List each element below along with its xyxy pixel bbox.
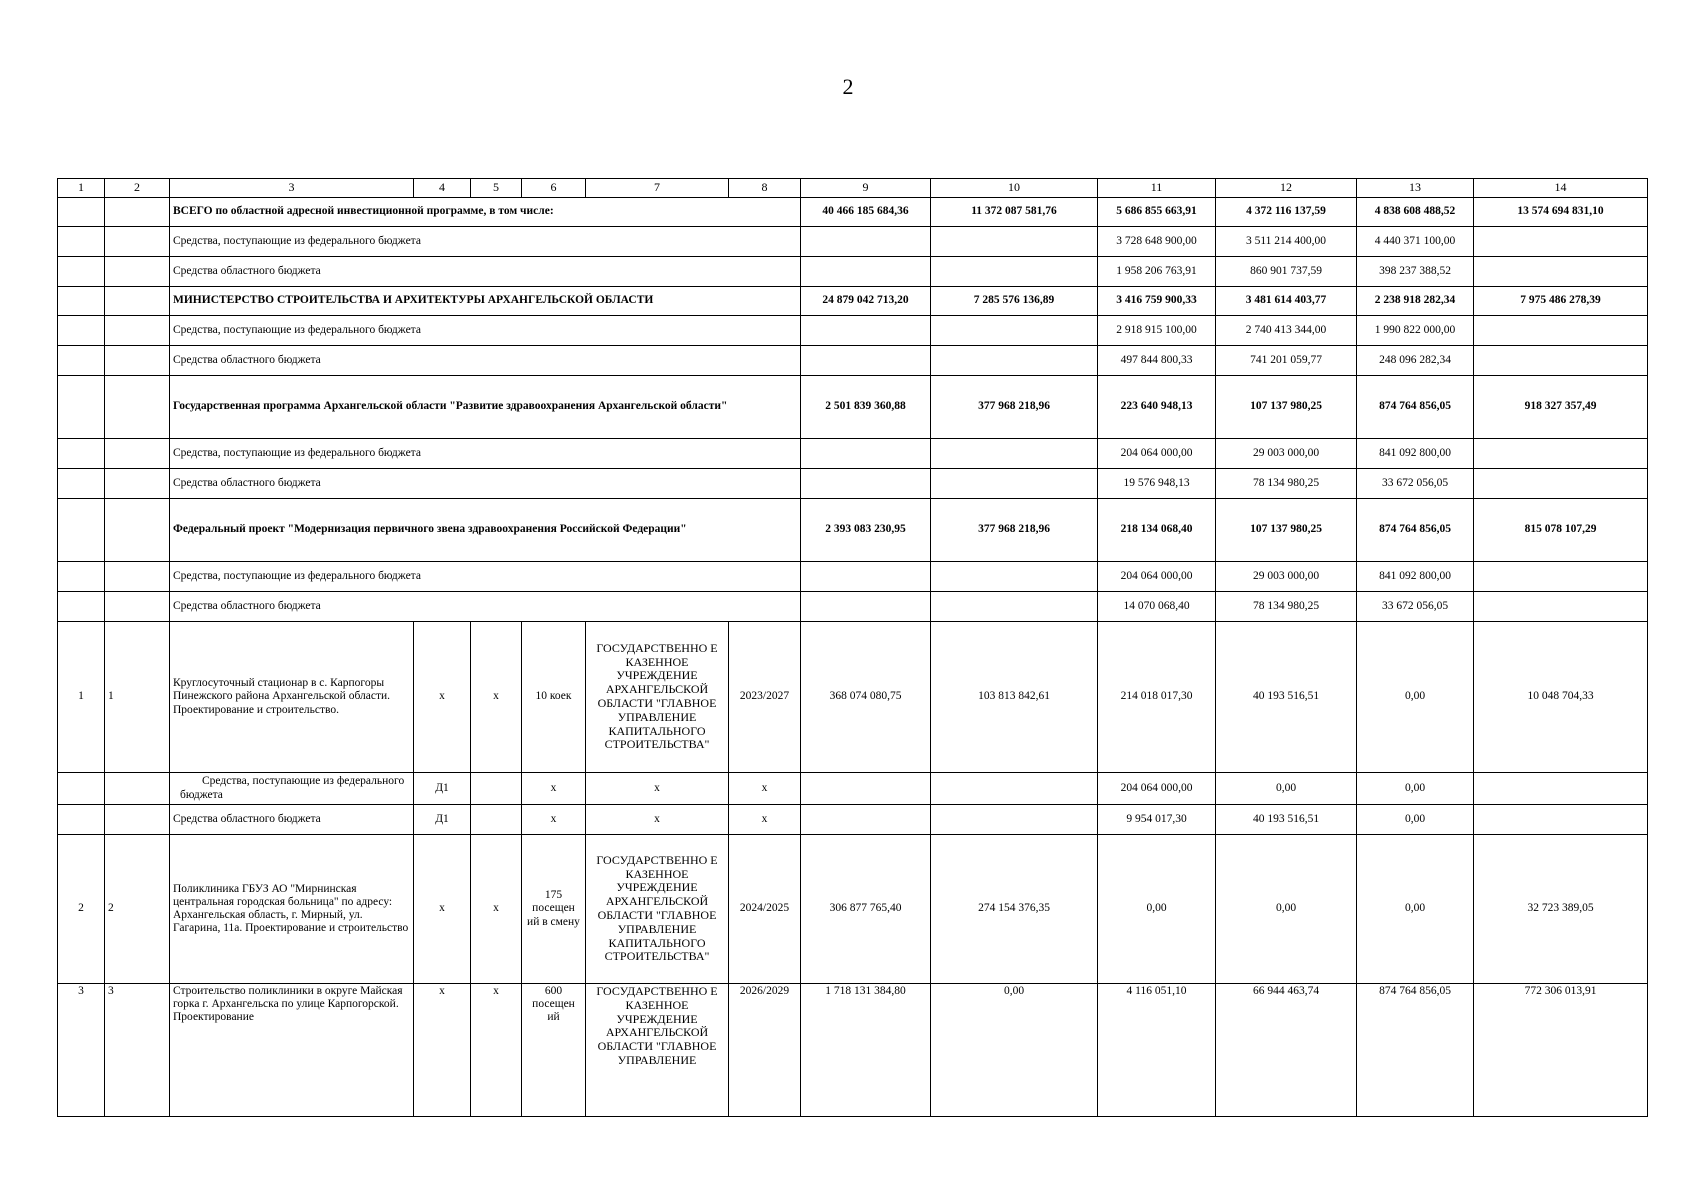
customer-organization: ГОСУДАРСТВЕННО Е КАЗЕННОЕ УЧРЕЖДЕНИЕ АРХАНГЕЛЬСКОЙ ОБЛАСТИ "ГЛАВНОЕ УПРАВЛЕНИЕ: [586, 984, 729, 1117]
column-number: 4: [414, 179, 471, 198]
cell-value: 223 640 948,13: [1098, 376, 1216, 439]
cell-value: х: [586, 773, 729, 805]
cell-value: 33 672 056,05: [1357, 469, 1474, 499]
table-row-project-federal: [58, 562, 1648, 592]
cell-value: 7 285 576 136,89: [931, 287, 1098, 316]
row-title: Средства областного бюджета: [170, 592, 801, 622]
cell-value: 860 901 737,59: [1216, 257, 1357, 287]
table-row-object-federal: [58, 773, 1648, 805]
cell-value: Д1: [414, 805, 471, 835]
cell-value: 78 134 980,25: [1216, 469, 1357, 499]
table-row-totals: [58, 198, 1648, 227]
cell-value: 841 092 800,00: [1357, 439, 1474, 469]
cell-value: х: [414, 984, 471, 1117]
cell-value: 2 740 413 344,00: [1216, 316, 1357, 346]
column-number: 10: [931, 179, 1098, 198]
column-number-row: [58, 179, 1648, 198]
row-title: Государственная программа Архангельской области "Развитие здравоохранения Архангельской области": [170, 376, 801, 439]
capacity: 175 посещен ий в смену: [522, 835, 586, 984]
cell-value: 24 879 042 713,20: [801, 287, 931, 316]
cell-value: Д1: [414, 773, 471, 805]
row-title: Средства областного бюджета: [170, 346, 801, 376]
table-row-object: [58, 622, 1648, 773]
cell-value: 368 074 080,75: [801, 622, 931, 773]
cell-value: 3 728 648 900,00: [1098, 227, 1216, 257]
cell-value: х: [471, 835, 522, 984]
cell-value: х: [522, 805, 586, 835]
column-number: 1: [58, 179, 105, 198]
cell-value: х: [729, 773, 801, 805]
cell-value: 3 511 214 400,00: [1216, 227, 1357, 257]
cell-value: 4 440 371 100,00: [1357, 227, 1474, 257]
row-number: 3: [58, 984, 105, 1117]
cell-value: 0,00: [1357, 805, 1474, 835]
column-number: 3: [170, 179, 414, 198]
table-row-object: [58, 835, 1648, 984]
cell-value: х: [471, 622, 522, 773]
row-number: 1: [58, 622, 105, 773]
cell-value: 4 116 051,10: [1098, 984, 1216, 1117]
cell-value: 29 003 000,00: [1216, 562, 1357, 592]
cell-value: 2 918 915 100,00: [1098, 316, 1216, 346]
cell-value: 9 954 017,30: [1098, 805, 1216, 835]
cell-value: х: [471, 984, 522, 1117]
table-row-project-regional: [58, 592, 1648, 622]
table-row-ministry: [58, 287, 1648, 316]
cell-value: 1 990 822 000,00: [1357, 316, 1474, 346]
object-name: Круглосуточный стационар в с. Карпогоры Пинежского района Архангельской области. Проектирование и строительство.: [170, 622, 414, 773]
cell-value: 0,00: [1216, 773, 1357, 805]
column-number: 5: [471, 179, 522, 198]
cell-value: х: [586, 805, 729, 835]
cell-value: 19 576 948,13: [1098, 469, 1216, 499]
cell-value: 214 018 017,30: [1098, 622, 1216, 773]
table-row-object: [58, 984, 1648, 1117]
investment-program-table: [57, 178, 1648, 1117]
cell-value: 2 501 839 360,88: [801, 376, 931, 439]
table-row-ministry-regional: [58, 346, 1648, 376]
cell-value: х: [414, 622, 471, 773]
row-code: 2: [105, 835, 170, 984]
cell-value: 2 393 083 230,95: [801, 499, 931, 562]
cell-value: 4 372 116 137,59: [1216, 198, 1357, 227]
column-number: 9: [801, 179, 931, 198]
object-name: Поликлиника ГБУЗ АО "Мирнинская центральная городская больница" по адресу: Архангельская область, г. Мирный, ул. Гагарина, 11а. Проектирование и строительство: [170, 835, 414, 984]
cell-value: 3 416 759 900,33: [1098, 287, 1216, 316]
cell-value: 11 372 087 581,76: [931, 198, 1098, 227]
column-number: 7: [586, 179, 729, 198]
cell-value: 0,00: [1357, 622, 1474, 773]
cell-value: 204 064 000,00: [1098, 562, 1216, 592]
cell-value: 29 003 000,00: [1216, 439, 1357, 469]
row-code: 3: [105, 984, 170, 1117]
cell-value: 772 306 013,91: [1474, 984, 1648, 1117]
table-row-ministry-federal: [58, 316, 1648, 346]
cell-value: х: [522, 773, 586, 805]
cell-value: 0,00: [1357, 773, 1474, 805]
cell-value: 13 574 694 831,10: [1474, 198, 1648, 227]
column-number: 13: [1357, 179, 1474, 198]
cell-value: 377 968 218,96: [931, 376, 1098, 439]
row-title: Средства областного бюджета: [170, 805, 414, 835]
table-row-totals-federal: [58, 227, 1648, 257]
column-number: 11: [1098, 179, 1216, 198]
period: 2026/2029: [729, 984, 801, 1117]
row-title: Средства областного бюджета: [170, 257, 801, 287]
object-name: Строительство поликлиники в округе Майская горка г. Архангельска по улице Карпогорской. Проектирование: [170, 984, 414, 1117]
cell-value: 204 064 000,00: [1098, 439, 1216, 469]
row-title: МИНИСТЕРСТВО СТРОИТЕЛЬСТВА И АРХИТЕКТУРЫ АРХАНГЕЛЬСКОЙ ОБЛАСТИ: [170, 287, 801, 316]
cell-value: 40 193 516,51: [1216, 805, 1357, 835]
cell-value: 248 096 282,34: [1357, 346, 1474, 376]
cell-value: 7 975 486 278,39: [1474, 287, 1648, 316]
column-number: 14: [1474, 179, 1648, 198]
cell-value: 0,00: [1357, 835, 1474, 984]
cell-value: 0,00: [931, 984, 1098, 1117]
cell-value: 1 958 206 763,91: [1098, 257, 1216, 287]
cell-value: 2 238 918 282,34: [1357, 287, 1474, 316]
table-row-object-regional: [58, 805, 1648, 835]
row-title: Средства, поступающие из федерального бюджета: [170, 227, 801, 257]
table-row-totals-regional: [58, 257, 1648, 287]
table-row-program-federal: [58, 439, 1648, 469]
customer-organization: ГОСУДАРСТВЕННО Е КАЗЕННОЕ УЧРЕЖДЕНИЕ АРХАНГЕЛЬСКОЙ ОБЛАСТИ "ГЛАВНОЕ УПРАВЛЕНИЕ КАПИТАЛЬНОГО СТРОИТЕЛЬСТВА": [586, 835, 729, 984]
period: 2023/2027: [729, 622, 801, 773]
period: 2024/2025: [729, 835, 801, 984]
cell-value: 3 481 614 403,77: [1216, 287, 1357, 316]
cell-value: 377 968 218,96: [931, 499, 1098, 562]
cell-value: 32 723 389,05: [1474, 835, 1648, 984]
cell-value: х: [729, 805, 801, 835]
cell-value: 497 844 800,33: [1098, 346, 1216, 376]
cell-value: 398 237 388,52: [1357, 257, 1474, 287]
cell-value: 874 764 856,05: [1357, 499, 1474, 562]
row-number: 2: [58, 835, 105, 984]
cell-value: 5 686 855 663,91: [1098, 198, 1216, 227]
row-title: Средства, поступающие из федерального бюджета: [170, 562, 801, 592]
cell-value: 14 070 068,40: [1098, 592, 1216, 622]
cell-value: 40 193 516,51: [1216, 622, 1357, 773]
column-number: 12: [1216, 179, 1357, 198]
cell-value: 874 764 856,05: [1357, 376, 1474, 439]
capacity: 600 посещен ий: [522, 984, 586, 1117]
cell-value: 33 672 056,05: [1357, 592, 1474, 622]
table-row-program: [58, 376, 1648, 439]
cell-value: х: [414, 835, 471, 984]
customer-organization: ГОСУДАРСТВЕННО Е КАЗЕННОЕ УЧРЕЖДЕНИЕ АРХАНГЕЛЬСКОЙ ОБЛАСТИ "ГЛАВНОЕ УПРАВЛЕНИЕ КАПИТАЛЬНОГО СТРОИТЕЛЬСТВА": [586, 622, 729, 773]
cell-value: 306 877 765,40: [801, 835, 931, 984]
cell-value: 918 327 357,49: [1474, 376, 1648, 439]
row-title: Средства областного бюджета: [170, 469, 801, 499]
row-title: Средства, поступающие из федерального бюджета: [170, 439, 801, 469]
cell-value: 40 466 185 684,36: [801, 198, 931, 227]
row-title: Средства, поступающие из федерального бюджета: [170, 773, 414, 805]
cell-value: 1 718 131 384,80: [801, 984, 931, 1117]
cell-value: 741 201 059,77: [1216, 346, 1357, 376]
row-title: Федеральный проект "Модернизация первичного звена здравоохранения Российской Федерации": [170, 499, 801, 562]
cell-value: 0,00: [1216, 835, 1357, 984]
cell-value: 66 944 463,74: [1216, 984, 1357, 1117]
row-title: Средства, поступающие из федерального бюджета: [170, 316, 801, 346]
cell-value: 107 137 980,25: [1216, 499, 1357, 562]
cell-value: 218 134 068,40: [1098, 499, 1216, 562]
table-row-program-regional: [58, 469, 1648, 499]
cell-value: 107 137 980,25: [1216, 376, 1357, 439]
column-number: 6: [522, 179, 586, 198]
row-title: ВСЕГО по областной адресной инвестиционной программе, в том числе:: [170, 198, 801, 227]
row-code: 1: [105, 622, 170, 773]
column-number: 8: [729, 179, 801, 198]
cell-value: 841 092 800,00: [1357, 562, 1474, 592]
cell-value: 874 764 856,05: [1357, 984, 1474, 1117]
cell-value: 815 078 107,29: [1474, 499, 1648, 562]
cell-value: 274 154 376,35: [931, 835, 1098, 984]
cell-value: 103 813 842,61: [931, 622, 1098, 773]
column-number: 2: [105, 179, 170, 198]
page-number: 2: [842, 74, 854, 99]
cell-value: 10 048 704,33: [1474, 622, 1648, 773]
cell-value: 78 134 980,25: [1216, 592, 1357, 622]
cell-value: 4 838 608 488,52: [1357, 198, 1474, 227]
table-row-project: [58, 499, 1648, 562]
cell-value: 204 064 000,00: [1098, 773, 1216, 805]
capacity: 10 коек: [522, 622, 586, 773]
cell-value: 0,00: [1098, 835, 1216, 984]
